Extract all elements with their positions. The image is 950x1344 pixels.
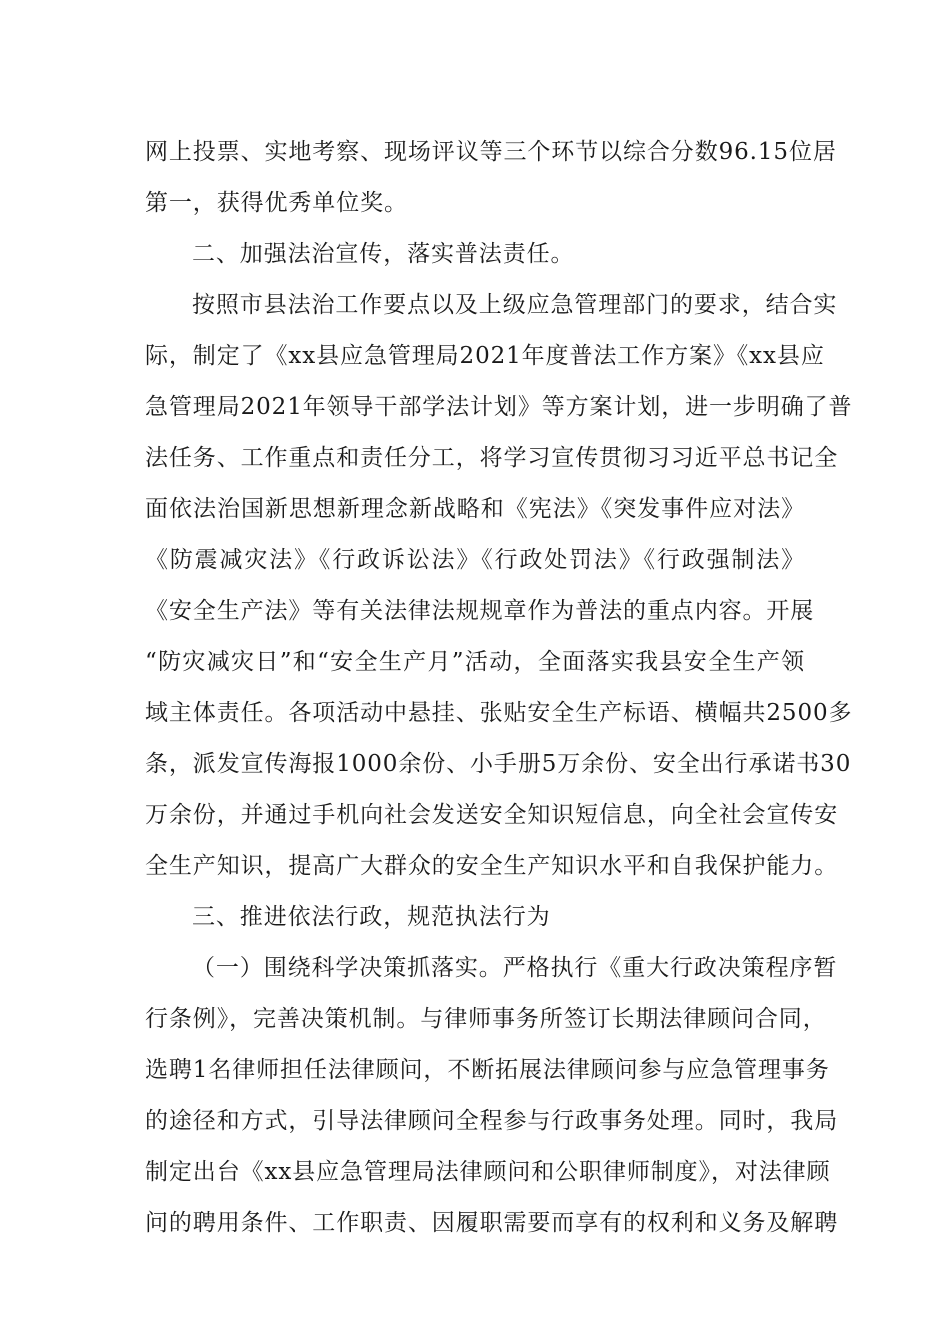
paragraph-line: “防灾减灾日”和“安全生产月”活动，全面落实我县安全生产领 — [145, 649, 805, 675]
paragraph-line: 万余份，并通过手机向社会发送安全知识短信息，向全社会宣传安 — [145, 802, 839, 828]
paragraph-line: 行条例》，完善决策机制。与律师事务所签订长期法律顾问合同， — [145, 1006, 827, 1032]
paragraph-line: 选聘1名律师担任法律顾问，不断拓展法律顾问参与应急管理事务 — [145, 1057, 830, 1083]
paragraph-line: 面依法治国新思想新理念新战略和《宪法》《突发事件应对法》 — [145, 496, 805, 522]
paragraph-line: 按照市县法治工作要点以及上级应急管理部门的要求，结合实 — [192, 292, 838, 318]
paragraph-line: 制定出台《xx县应急管理局法律顾问和公职律师制度》，对法律顾 — [145, 1159, 831, 1185]
paragraph-line: 条，派发宣传海报1000余份、小手册5万余份、安全出行承诺书30 — [145, 751, 852, 777]
paragraph-line: 法任务、工作重点和责任分工，将学习宣传贯彻习习近平总书记全 — [145, 445, 839, 471]
document-page — [145, 127, 853, 1249]
paragraph-line: 第一，获得优秀单位奖。 — [145, 190, 408, 216]
paragraph-line: 全生产知识，提高广大群众的安全生产知识水平和自我保护能力。 — [145, 853, 839, 879]
paragraph-line: 域主体责任。各项活动中悬挂、张贴安全生产标语、横幅共2500多 — [145, 700, 853, 726]
section-heading: 三、推进依法行政，规范执法行为 — [192, 904, 551, 930]
paragraph-line: 急管理局2021年领导干部学法计划》等方案计划，进一步明确了普 — [145, 394, 853, 420]
paragraph-line: 际，制定了《xx县应急管理局2021年度普法工作方案》《xx县应 — [145, 343, 825, 369]
section-heading: 二、加强法治宣传，落实普法责任。 — [192, 241, 575, 267]
paragraph-line: 问的聘用条件、工作职责、因履职需要而享有的权利和义务及解聘 — [145, 1210, 839, 1236]
paragraph-line: 《安全生产法》等有关法律法规规章作为普法的重点内容。开展 — [145, 598, 815, 624]
paragraph-line: （一）围绕科学决策抓落实。严格执行《重大行政决策程序暂 — [192, 955, 838, 981]
paragraph-line: 《防震减灾法》《行政诉讼法》《行政处罚法》《行政强制法》 — [145, 547, 805, 573]
paragraph-line: 的途径和方式，引导法律顾问全程参与行政事务处理。同时，我局 — [145, 1108, 839, 1134]
paragraph-line: 网上投票、实地考察、现场评议等三个环节以综合分数96.15位居 — [145, 139, 837, 165]
